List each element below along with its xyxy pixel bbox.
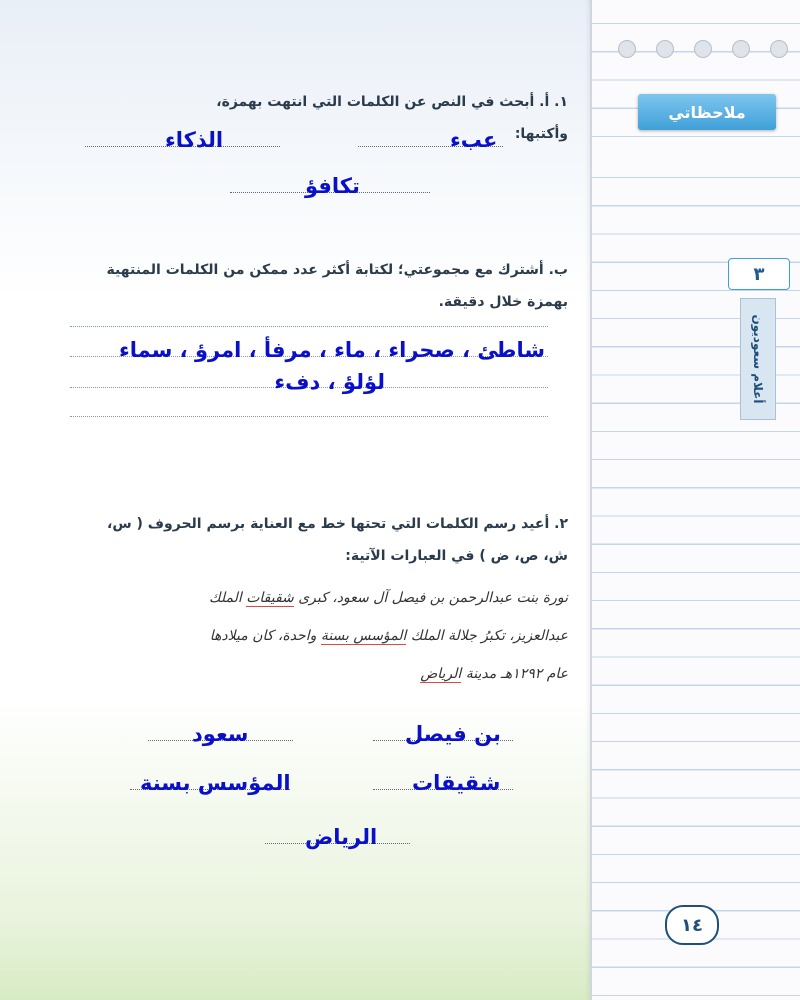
writing-line	[70, 326, 548, 327]
answer-word: تكافؤ	[305, 174, 360, 198]
binder-hole-icon	[656, 40, 674, 58]
unit-label: أعلام سعوديون	[751, 314, 765, 404]
binder-hole-icon	[732, 40, 750, 58]
answer-line-text: شاطئ ، صحراء ، ماء ، مرفأ ، امرؤ ، سماء	[119, 338, 545, 362]
notes-title: ملاحظاتي	[638, 94, 776, 130]
answer-word: شقيقات	[412, 771, 501, 795]
question-1b: ب. أشترك مع مجموعتي؛ لكتابة أكثر عدد ممكن من الكلمات المنتهية بهمزة خلال دقيقة.	[106, 262, 568, 310]
answer-line-text: لؤلؤ ، دفء	[274, 370, 385, 394]
answer-word: عبء	[450, 128, 498, 152]
underlined-word: شقيقات	[246, 590, 294, 606]
underlined-word: المؤسس بسنة	[320, 628, 407, 644]
answer-word: الذكاء	[165, 128, 224, 152]
notes-notebook	[590, 0, 800, 1000]
page-number: ١٤	[665, 905, 719, 945]
handwritten-line	[210, 628, 568, 644]
unit-number: ٣	[728, 258, 790, 290]
question-1a: ١. أ. أبحث في النص عن الكلمات التي انتهت بهمزة، وأكتبها:	[216, 94, 568, 142]
question-2: ٢. أعيد رسم الكلمات التي تحتها خط مع العناية برسم الحروف ( س، ش، ص، ض ) في العبارات الآتية:	[107, 516, 568, 564]
binder-hole-icon	[770, 40, 788, 58]
binder-hole-icon	[618, 40, 636, 58]
answer-word: سعود	[192, 722, 249, 746]
handwritten-line	[420, 666, 568, 682]
unit-label-tab	[740, 298, 776, 420]
answer-word: الرياض	[305, 825, 378, 849]
text-segment: عام ١٢٩٢هـ مدينة	[461, 666, 568, 682]
underlined-word: الرياض	[420, 666, 462, 682]
text-segment: واحدة، كان ميلادها	[209, 628, 321, 644]
text-segment: الملك	[209, 590, 247, 606]
answer-word: بن فيصل	[405, 722, 501, 746]
answer-word: المؤسس بسنة	[140, 771, 291, 795]
text-segment: نورة بنت عبدالرحمن بن فيصل آل سعود، كبرى	[293, 590, 568, 606]
handwritten-line	[209, 590, 568, 606]
writing-line	[70, 416, 548, 417]
binder-hole-icon	[694, 40, 712, 58]
text-segment: عبدالعزيز، تكبرُ جلالة الملك	[406, 628, 568, 644]
